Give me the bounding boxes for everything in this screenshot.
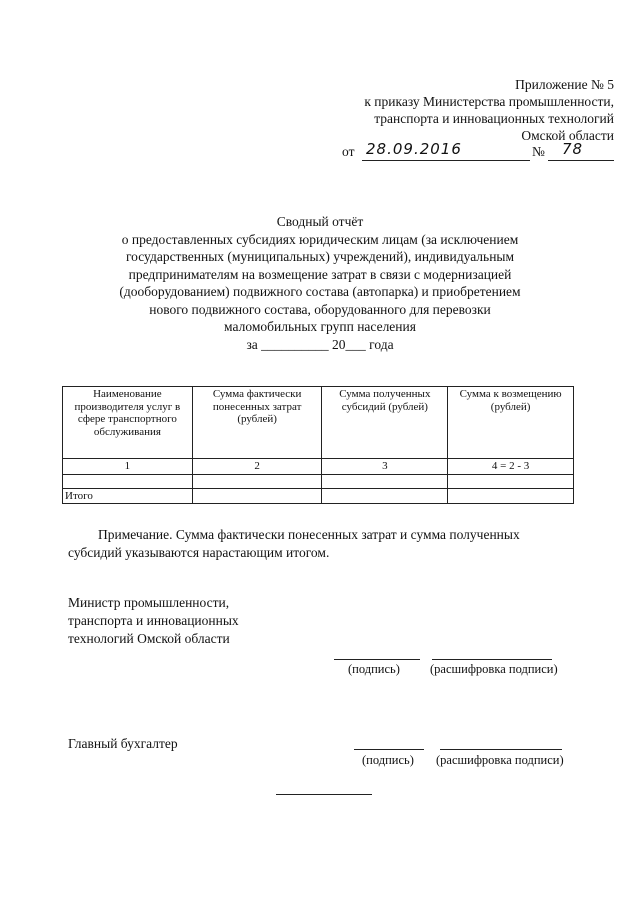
total-label: Итого [63,488,193,504]
accountant-signature-line [354,749,424,750]
header-received-subsidies: Сумма полученных субсидий (рублей) [322,387,448,459]
handwritten-number: 78 [562,140,584,158]
report-subtitle-line3: предпринимателям на возмещение затрат в связи с модернизацией [128,266,512,282]
report-title: Сводный отчёт [276,214,364,229]
minister-decode-label: (расшифровка подписи) [430,662,558,676]
accountant-decode-line [440,749,562,750]
table-cell [192,488,322,504]
minister-sign-label: (подпись) [348,662,400,676]
table-total-row [63,488,574,504]
note-line1: Примечание. Сумма фактически понесенных затрат и сумма полученных [98,527,520,542]
minister-title [68,594,239,648]
number-underline [548,160,614,161]
column-number: 3 [322,459,448,475]
table-cell [63,474,193,488]
table-cell [192,474,322,488]
accountant-title: Главный бухгалтер [68,736,178,751]
report-title-block [0,213,640,353]
date-underline [362,160,530,161]
ministry-name: транспорта и инновационных технологий [374,111,614,126]
minister-title-line3: технологий Омской области [68,631,230,646]
table-cell [322,474,448,488]
report-subtitle-line6: маломобильных групп населения [224,319,416,334]
minister-title-line1: Министр промышленности, [68,595,230,610]
table-cell [448,488,574,504]
report-subtitle-line4: (дооборудованием) подвижного состава (автопарка) и приобретением [119,284,521,299]
order-reference: к приказу Министерства промышленности, [364,94,614,109]
header-to-reimburse: Сумма к возмещению (рублей) [448,387,574,459]
table-cell [322,488,448,504]
number-prefix: № [532,144,545,159]
note-line2: субсидий указываются нарастающим итогом. [68,545,330,560]
header-producer: Наименование производителя услуг в сфере транспортного обслуживания [63,387,193,459]
date-number-line [342,140,614,164]
column-number: 4 = 2 - 3 [448,459,574,475]
closing-divider [276,794,372,795]
minister-signature-line [334,659,420,660]
region-name: Омской области [521,128,614,143]
table-header-row [63,387,574,459]
header-actual-costs: Сумма фактически понесенных затрат (рублей) [192,387,322,459]
table-cell [448,474,574,488]
column-number: 1 [63,459,193,475]
handwritten-date: 28.09.2016 [366,140,462,158]
report-period: за __________ 20___ года [246,336,394,352]
report-subtitle-line5: нового подвижного состава, оборудованного для перевозки [149,301,491,317]
report-table [62,386,574,504]
appendix-label: Приложение № 5 [515,77,614,92]
report-subtitle-line1: о предоставленных субсидиях юридическим лицам (за исключением [121,231,519,247]
minister-title-line2: транспорта и инновационных [68,613,239,628]
note-block [68,526,588,562]
table-empty-row [63,474,574,488]
header-block [364,76,614,144]
report-subtitle-line2: государственных (муниципальных) учреждений), индивидуальным [125,249,515,264]
table-number-row [63,459,574,475]
column-number: 2 [192,459,322,475]
accountant-sign-label: (подпись) [362,753,414,767]
accountant-decode-label: (расшифровка подписи) [436,753,564,767]
minister-decode-line [432,659,552,660]
date-prefix: от [342,144,355,159]
